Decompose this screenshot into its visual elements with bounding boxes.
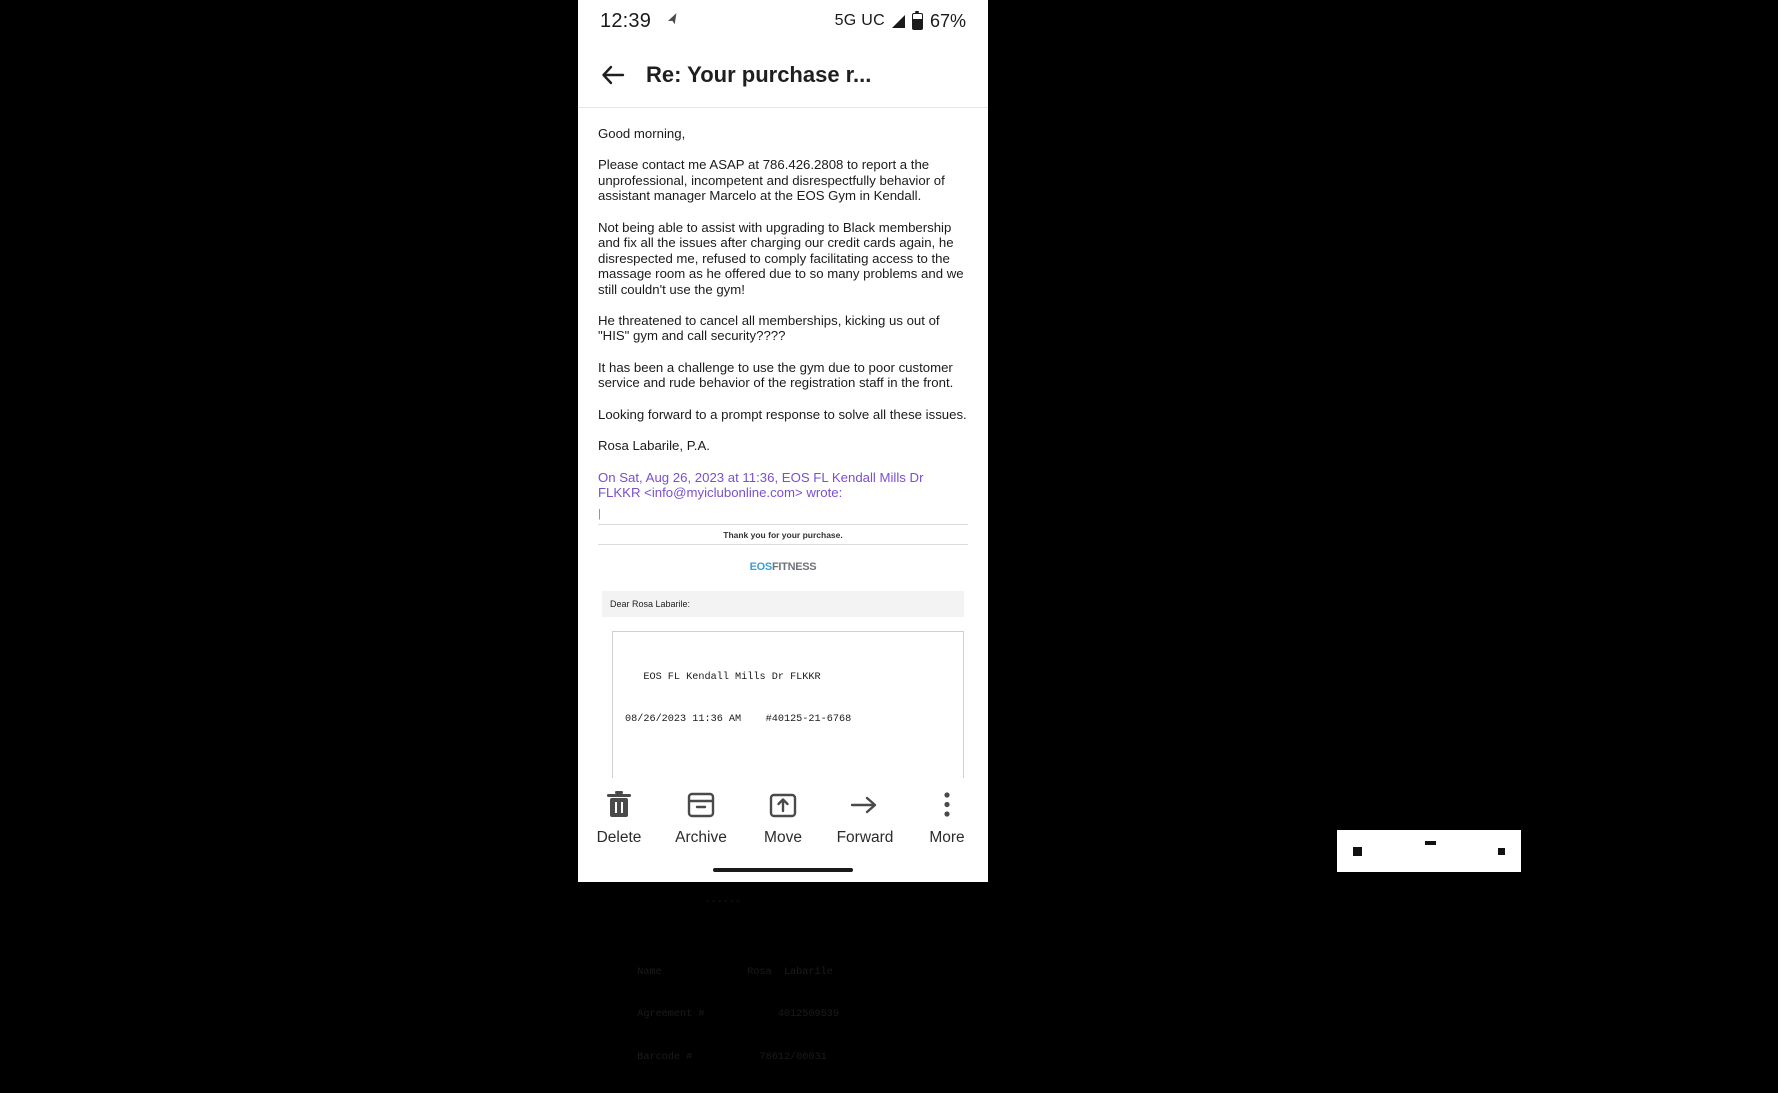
more-vertical-icon [942,789,952,821]
status-time: 12:39 [600,9,652,32]
receipt-line: 08/26/2023 11:36 AM #40125-21-6768 [625,713,852,725]
email-paragraph: Good morning, [598,126,686,141]
archive-label: Archive [675,829,727,846]
action-toolbar [578,778,988,882]
status-bar [578,0,988,42]
nav-home-icon[interactable] [1425,841,1436,845]
email-paragraph: Looking forward to a prompt response to solve all these issues. [598,406,967,422]
delete-label: Delete [596,829,642,846]
receipt-greeting: Dear Rosa Labarile: [602,591,964,617]
forward-arrow-icon [849,789,881,821]
nav-recents-icon[interactable] [1498,848,1505,855]
more-label: More [929,829,965,846]
nav-back-icon[interactable] [1353,847,1362,856]
location-arrow-icon [663,10,683,33]
brand-eos-text: EOS [749,561,772,574]
text-cursor: | [598,508,601,521]
email-paragraph: Not being able to assist with upgrading to Black membership and fix all the issues after charging our credit cards again, he disrespected me, refused to comply facilitating access to the massage room as he offered due to so many problems and we still couldn't use the gym! [598,219,964,297]
status-bar-right [835,11,966,32]
delete-button[interactable] [580,789,658,847]
brand-fitness-text: FITNESS [771,561,817,574]
phone-screen [578,0,988,1063]
receipt-line: Barcode # 78612/00031 [625,1051,827,1063]
email-signature: Rosa Labarile, P.A. [598,438,710,454]
email-paragraph: Please contact me ASAP at 786.426.2808 to report a the unprofessional, incompetent and disrespectfully behavior of assistant manager Marcelo at the EOS Gym in Kendall. [598,157,945,204]
network-label: 5G UC [834,12,885,29]
receipt-line: Agreement # 4012509539 [625,1009,839,1021]
more-button[interactable] [908,789,986,847]
eos-fitness-logo [598,545,968,583]
forward-button[interactable] [826,789,904,847]
back-arrow-icon[interactable] [594,56,632,94]
signal-triangle-icon [892,15,905,28]
mail-header [578,42,988,108]
receipt-line: Name Rosa Labarile [625,967,833,979]
home-indicator[interactable] [713,868,853,872]
forward-label: Forward [836,829,894,846]
move-button[interactable] [744,789,822,847]
trash-icon [605,789,633,821]
archive-button[interactable] [662,789,740,847]
receipt-line: ------ [625,896,742,908]
email-paragraph: He threatened to cancel all memberships, kicking us out of "HIS" gym and call security???? [598,312,940,344]
battery-percent: 67% [929,10,966,31]
system-navigation-bar [1337,830,1521,872]
move-to-folder-icon [768,789,798,821]
status-bar-left [600,10,681,33]
move-label: Move [764,829,802,846]
email-paragraph: It has been a challenge to use the gym due to poor customer service and rude behavior of the registration staff in the front. [598,359,954,391]
page-title: Re: Your purchase r... [646,61,872,87]
battery-icon [912,13,923,30]
archive-box-icon [686,789,716,821]
quote-attribution[interactable]: On Sat, Aug 26, 2023 at 11:36, EOS FL Kendall Mills Dr FLKKR <info@myiclubonline.com> wrote: [598,469,924,500]
receipt-thanks: Thank you for your purchase. [598,525,968,545]
receipt-line: EOS FL Kendall Mills Dr FLKKR [625,671,821,683]
